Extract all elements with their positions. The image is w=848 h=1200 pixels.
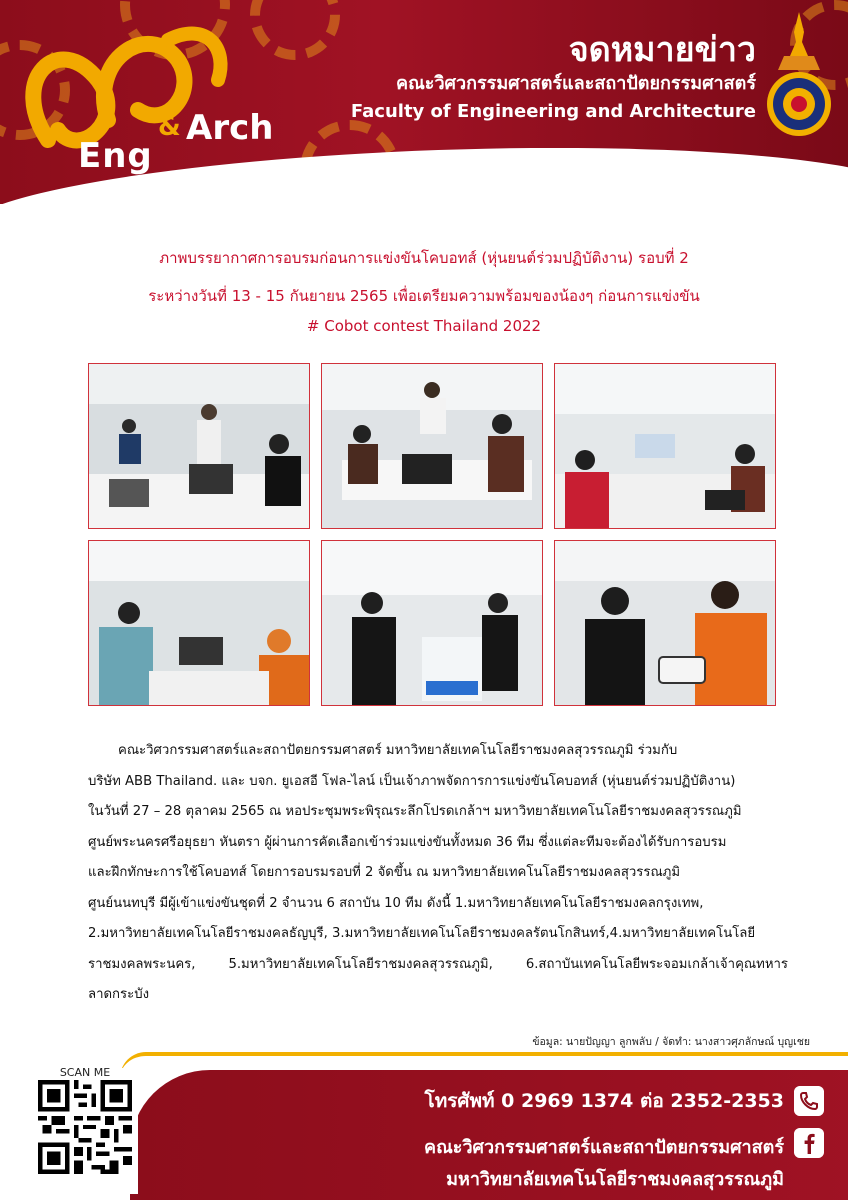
photo-training-4 bbox=[88, 540, 310, 706]
article-body bbox=[88, 736, 788, 1011]
body-line: ศูนย์พระนครศรีอยุธยา หันตรา ผู้ผ่านการคัดเลือกเข้าร่วมแข่งขันทั้งหมด 36 ทีม ซึ่งแต่ละทีมจะต้องได้รับการอบรม bbox=[88, 834, 727, 850]
university-seal-icon bbox=[764, 12, 834, 136]
phone-icon bbox=[794, 1086, 824, 1116]
logo-arch-text: Arch bbox=[186, 108, 274, 148]
qr-label: SCAN ME bbox=[59, 1066, 111, 1079]
photo-training-5 bbox=[321, 540, 543, 706]
logo-eng-text: Eng bbox=[78, 136, 153, 176]
photo-training-3 bbox=[554, 363, 776, 529]
newsletter-header bbox=[0, 0, 848, 204]
headline-line-1: ภาพบรรยากาศการอบรมก่อนการแข่งขันโคบอทส์ (หุ่นยนต์ร่วมปฏิบัติงาน) รอบที่ 2 bbox=[159, 249, 689, 267]
footer-faculty: คณะวิศวกรรมศาสตร์และสถาปัตยกรรมศาสตร์ bbox=[424, 1137, 784, 1158]
headline-line-2: ระหว่างวันที่ 13 - 15 กันยายน 2565 เพื่อเตรียมความพร้อมของน้องๆ ก่อนการแข่งขัน bbox=[148, 287, 700, 305]
headline-hashtag: # Cobot contest Thailand 2022 bbox=[306, 317, 542, 335]
faculty-name-thai: คณะวิศวกรรมศาสตร์และสถาปัตยกรรมศาสตร์ bbox=[396, 73, 756, 94]
qr-code-block[interactable] bbox=[32, 1068, 138, 1194]
footer-phone: โทรศัพท์ 0 2969 1374 ต่อ 2352-2353 bbox=[424, 1090, 784, 1112]
facebook-icon[interactable] bbox=[794, 1128, 824, 1158]
eng-arch-logo bbox=[18, 20, 288, 180]
newsletter-title: จดหมายข่าว bbox=[568, 30, 756, 70]
body-line: ราชมงคลพระนคร, 5.มหาวิทยาลัยเทคโนโลยีราชมงคลสุวรรณภูมิ, 6.สถาบันเทคโนโลยีพระจอมเกล้าเจ้าคุณทหารลาดกระบัง bbox=[88, 956, 788, 1002]
photo-training-2 bbox=[321, 363, 543, 529]
body-line: บริษัท ABB Thailand. และ บจก. ยูเอสอี โฟล-ไลน์ เป็นเจ้าภาพจัดการการแข่งขันโคบอทส์ (หุ่นยนต์ร่วมปฏิบัติงาน) bbox=[88, 773, 736, 789]
qr-code-icon[interactable] bbox=[38, 1080, 132, 1174]
body-line: ศูนย์นนทบุรี มีผู้เข้าแข่งขันชุดที่ 2 จำนวน 6 สถาบัน 10 ทีม ดังนี้ 1.มหาวิทยาลัยเทคโนโลยีราชมงคลกรุงเทพ, bbox=[88, 895, 704, 911]
body-line: คณะวิศวกรรมศาสตร์และสถาปัตยกรรมศาสตร์ มหาวิทยาลัยเทคโนโลยีราชมงคลสุวรรณภูมิ ร่วมกับ bbox=[118, 743, 678, 758]
body-line: และฝึกทักษะการใช้โคบอทส์ โดยการอบรมรอบที่ 2 จัดขึ้น ณ มหาวิทยาลัยเทคโนโลยีราชมงคลสุวรรณภูมิ bbox=[88, 865, 681, 880]
faculty-name-english: Faculty of Engineering and Architecture bbox=[350, 101, 756, 122]
body-line: ในวันที่ 27 – 28 ตุลาคม 2565 ณ หอประชุมพระพิรุณระลึกโปรดเกล้าฯ มหาวิทยาลัยเทคโนโลยีราชมงคลสุวรรณภูมิ bbox=[88, 804, 742, 819]
footer-university: มหาวิทยาลัยเทคโนโลยีราชมงคลสุวรรณภูมิ bbox=[446, 1169, 784, 1190]
logo-ampersand: & bbox=[158, 112, 181, 142]
photo-training-1 bbox=[88, 363, 310, 529]
body-line: 2.มหาวิทยาลัยเทคโนโลยีราชมงคลธัญบุรี, 3.มหาวิทยาลัยเทคโนโลยีราชมงคลรัตนโกสินทร์,4.มหาวิทยาลัยเทคโนโลยี bbox=[88, 926, 756, 941]
newsletter-footer bbox=[0, 1048, 848, 1200]
source-credit: ข้อมูล: นายปัญญา ลูกพลับ / จัดทำ: นางสาวศุภลักษณ์ บุญเชย bbox=[532, 1036, 810, 1048]
photo-training-6 bbox=[554, 540, 776, 706]
